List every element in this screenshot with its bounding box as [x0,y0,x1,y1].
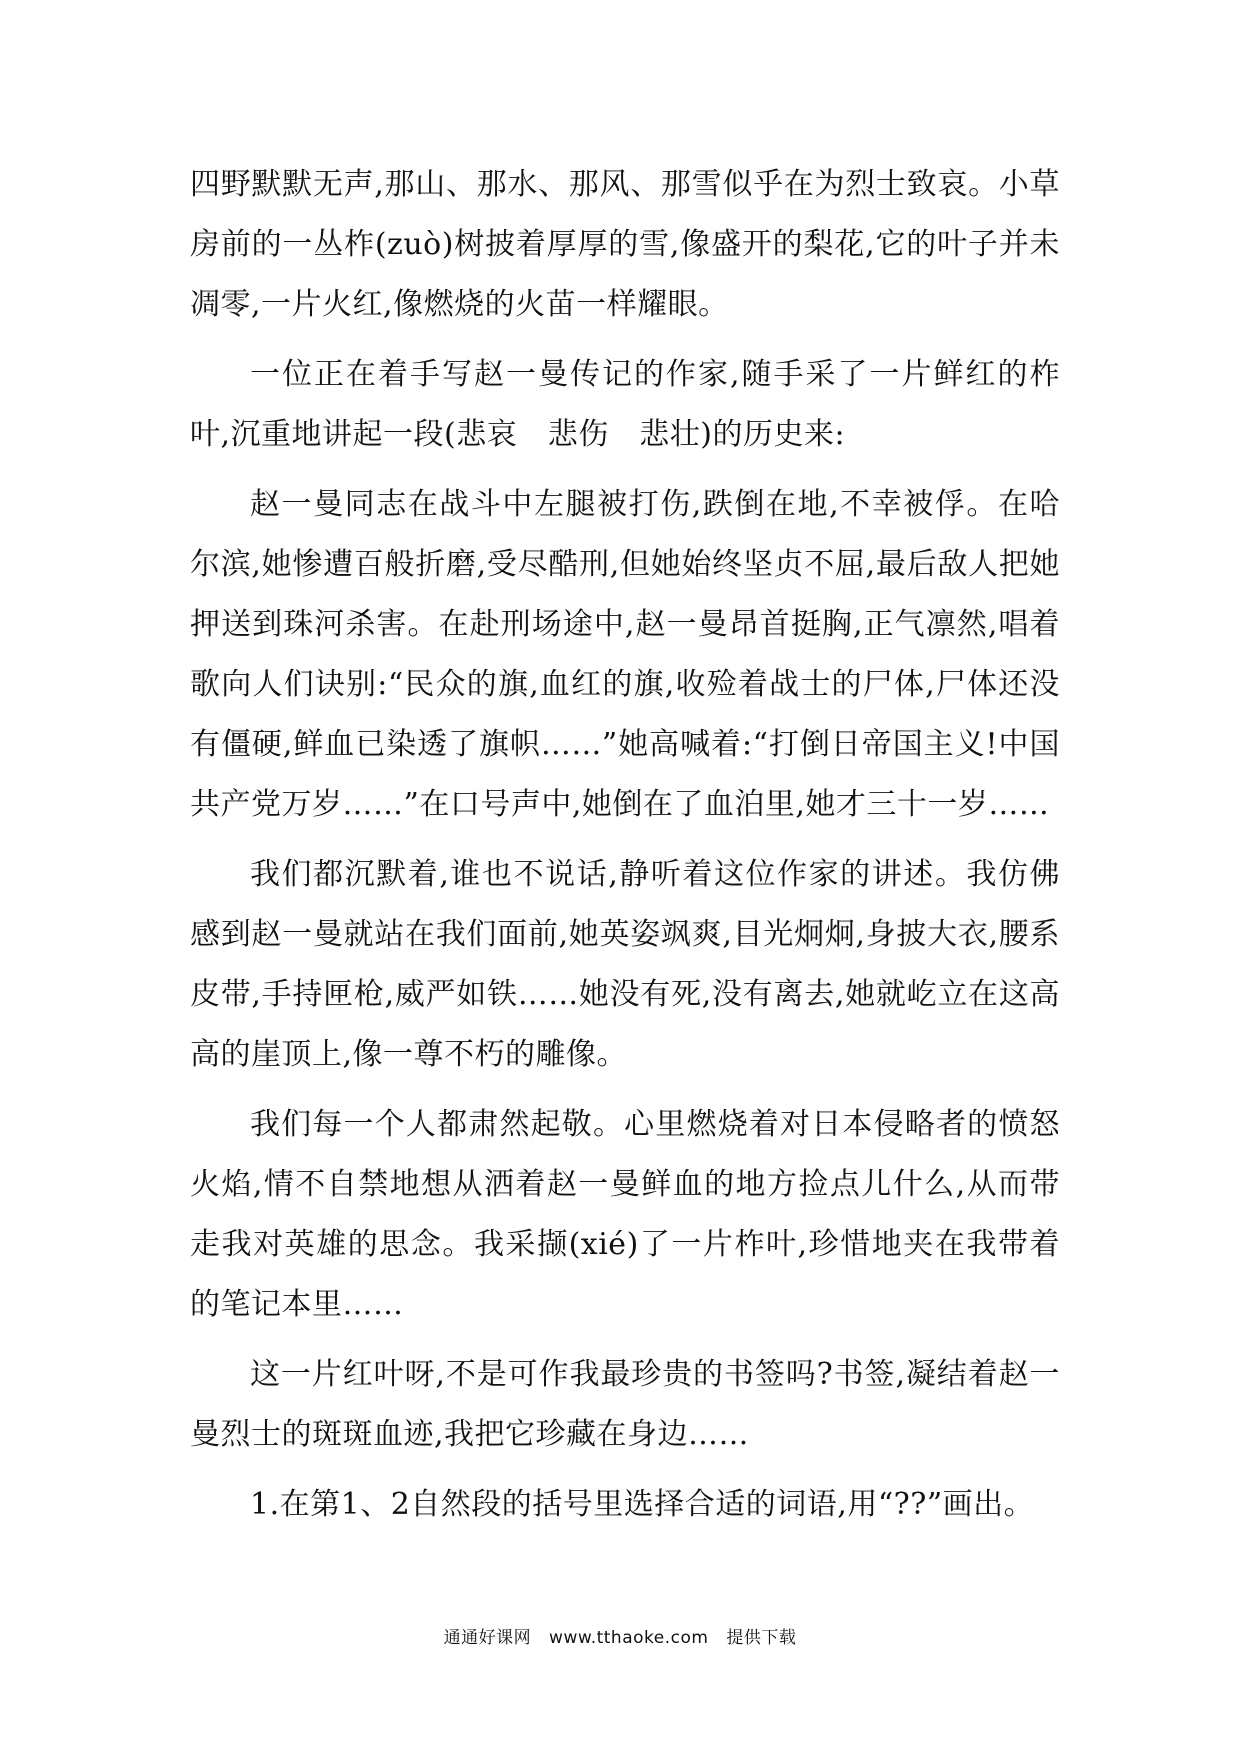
paragraph-2: 一位正在着手写赵一曼传记的作家,随手采了一片鲜红的柞叶,沉重地讲起一段(悲哀 悲伤 悲壮)的历史来: [190,357,1060,452]
paragraph-6: 这一片红叶呀,不是可作我最珍贵的书签吗?书签,凝结着赵一曼烈士的斑斑血迹,我把它珍藏在身边…… [190,1357,1060,1452]
footer-suffix: 提供下载 [726,1628,797,1648]
paragraph-4: 我们都沉默着,谁也不说话,静听着这位作家的讲述。我仿佛感到赵一曼就站在我们面前,她英姿飒爽,目光炯炯,身披大衣,腰系皮带,手持匣枪,威严如铁……她没有死,没有离去,她就屹立在这高高的崖顶上,像一尊不朽的雕像。 [190,857,1060,1072]
footer-site-name: 通通好课网 [443,1628,532,1648]
paragraph-5: 我们每一个人都肃然起敬。心里燃烧着对日本侵略者的愤怒火焰,情不自禁地想从洒着赵一曼鲜血的地方捡点儿什么,从而带走我对英雄的思念。我采撷(xié)了一片柞叶,珍惜地夹在我带着的笔记本里…… [190,1107,1060,1322]
footer-url[interactable]: www.tthaoke.com [549,1628,709,1648]
page-footer [0,1623,1240,1648]
question-1: 1.在第1、2自然段的括号里选择合适的词语,用“??”画出。 [250,1487,1035,1522]
paragraph-1: 四野默默无声,那山、那水、那风、那雪似乎在为烈士致哀。小草房前的一丛柞(zuò)树披着厚厚的雪,像盛开的梨花,它的叶子并未凋零,一片火红,像燃烧的火苗一样耀眼。 [190,167,1060,322]
paragraph-3: 赵一曼同志在战斗中左腿被打伤,跌倒在地,不幸被俘。在哈尔滨,她惨遭百般折磨,受尽酷刑,但她始终坚贞不屈,最后敌人把她押送到珠河杀害。在赴刑场途中,赵一曼昂首挺胸,正气凛然,唱着歌向人们诀别:“民众的旗,血红的旗,收殓着战士的尸体,尸体还没有僵硬,鲜血已染透了旗帜……”她高喊着:“打倒日帝国主义!中国共产党万岁……”在口号声中,她倒在了血泊里,她才三十一岁…… [190,487,1060,822]
article-body [190,155,1060,1545]
